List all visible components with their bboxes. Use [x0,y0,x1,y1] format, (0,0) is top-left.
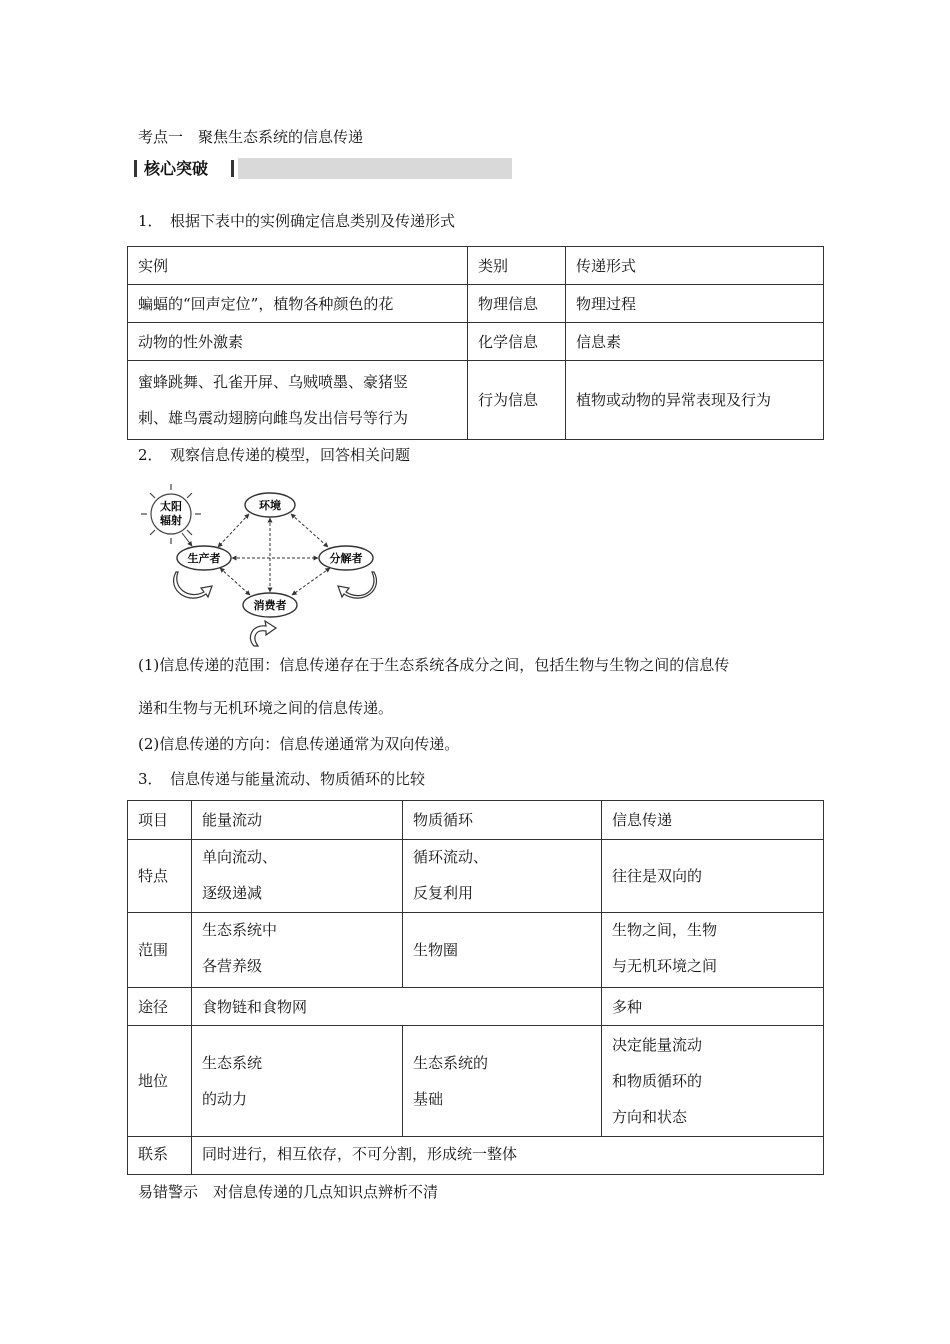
header-energy-flow: 能量流动 [192,801,403,840]
environment-label: 环境 [259,499,281,512]
table-row [128,361,824,440]
cell-line: 单向流动、 [202,848,278,866]
comparison-table [127,800,824,1175]
cell-line: 生物之间，生物 [612,921,718,939]
header-info-transfer: 信息传递 [602,801,824,840]
cell-line: 逐级递减 [202,884,263,902]
cell-energy [192,840,403,913]
table-header-row [128,801,824,840]
cell-example: 蝙蝠的“回声定位”，植物各种颜色的花 [128,285,468,323]
cell-line: 各营养级 [202,957,263,975]
producer-loop-icon [174,572,212,598]
cell-info [602,1026,824,1137]
cell-form: 植物或动物的异常表现及行为 [566,361,824,440]
q1-heading: 1． 根据下表中的实例确定信息类别及传递形式 [138,212,456,230]
row-label: 联系 [128,1137,192,1175]
cell-form: 物理过程 [566,285,824,323]
cell-info: 多种 [602,988,824,1026]
q2-para2: (2)信息传递的方向：信息传递通常为双向传递。 [138,735,460,753]
table-row [128,1026,824,1137]
banner-left-bar [134,160,137,177]
table-row [128,323,824,361]
header-form: 传递形式 [566,247,824,285]
info-type-table [127,246,824,440]
cell-line: 生态系统中 [202,921,278,939]
table-header-row [128,247,824,285]
cell-energy [192,913,403,988]
consumer-label: 消费者 [253,599,287,612]
q2-para1-line1: (1)信息传递的范围：信息传递存在于生态系统各成分之间，包括生物与生物之间的信息传 [138,656,730,674]
header-example: 实例 [128,247,468,285]
cell-matter [403,1026,602,1137]
transfer-arrows [218,514,330,595]
row-label: 地位 [128,1026,192,1137]
cell-energy [192,1026,403,1137]
info-transfer-diagram [134,478,394,650]
row-label: 途径 [128,988,192,1026]
cell-example [128,361,468,440]
sun-label-1: 太阳 [160,500,182,513]
row-label: 范围 [128,913,192,988]
cell-info: 往往是双向的 [602,840,824,913]
cell-matter [403,840,602,913]
cell-line: 生态系统的 [413,1054,489,1072]
warning-note: 易错警示 对信息传递的几点知识点辨析不清 [138,1183,439,1201]
consumer-loop-icon [250,621,276,646]
cell-category: 物理信息 [468,285,566,323]
decomposer-label: 分解者 [329,552,363,565]
cell-energy-matter: 食物链和食物网 [192,988,602,1026]
cell-line: 和物质循环的 [612,1072,703,1090]
cell-matter: 生物圈 [403,913,602,988]
producer-label: 生产者 [187,552,221,565]
cell-line: 基础 [413,1090,444,1108]
cell-line: 循环流动、 [413,848,489,866]
banner-right-bar [231,160,234,177]
decomposer-loop-icon [338,572,377,598]
table-row [128,840,824,913]
header-category: 类别 [468,247,566,285]
table-row [128,285,824,323]
cell-category: 行为信息 [468,361,566,440]
cell-relation: 同时进行，相互依存，不可分割，形成统一整体 [192,1137,824,1175]
cell-line: 生态系统 [202,1054,263,1072]
header-item: 项目 [128,801,192,840]
cell-example: 动物的性外激素 [128,323,468,361]
cell-line: 与无机环境之间 [612,957,718,975]
table-row [128,988,824,1026]
cell-example-line: 蜜蜂跳舞、孔雀开屏、乌贼喷墨、豪猪竖 [138,373,409,391]
header-material-cycle: 物质循环 [403,801,602,840]
cell-line: 反复利用 [413,884,474,902]
cell-line: 的动力 [202,1090,248,1108]
banner-label: 核心突破 [144,159,209,178]
sun-label-2: 辐射 [160,514,182,527]
cell-form: 信息素 [566,323,824,361]
q2-heading: 2． 观察信息传递的模型，回答相关问题 [138,446,411,464]
cell-line: 方向和状态 [612,1108,688,1126]
section-title: 考点一 聚焦生态系统的信息传递 [138,128,364,146]
q2-para1-line2: 递和生物与无机环境之间的信息传递。 [138,699,394,717]
table-row [128,913,824,988]
cell-category: 化学信息 [468,323,566,361]
row-label: 特点 [128,840,192,913]
core-banner [134,158,512,179]
table-row [128,1137,824,1175]
sun-arrow [182,533,192,546]
cell-line: 决定能量流动 [612,1036,703,1054]
cell-example-line: 刺、雄鸟震动翅膀向雌鸟发出信号等行为 [138,409,409,427]
cell-info [602,913,824,988]
q3-heading: 3． 信息传递与能量流动、物质循环的比较 [138,770,426,788]
